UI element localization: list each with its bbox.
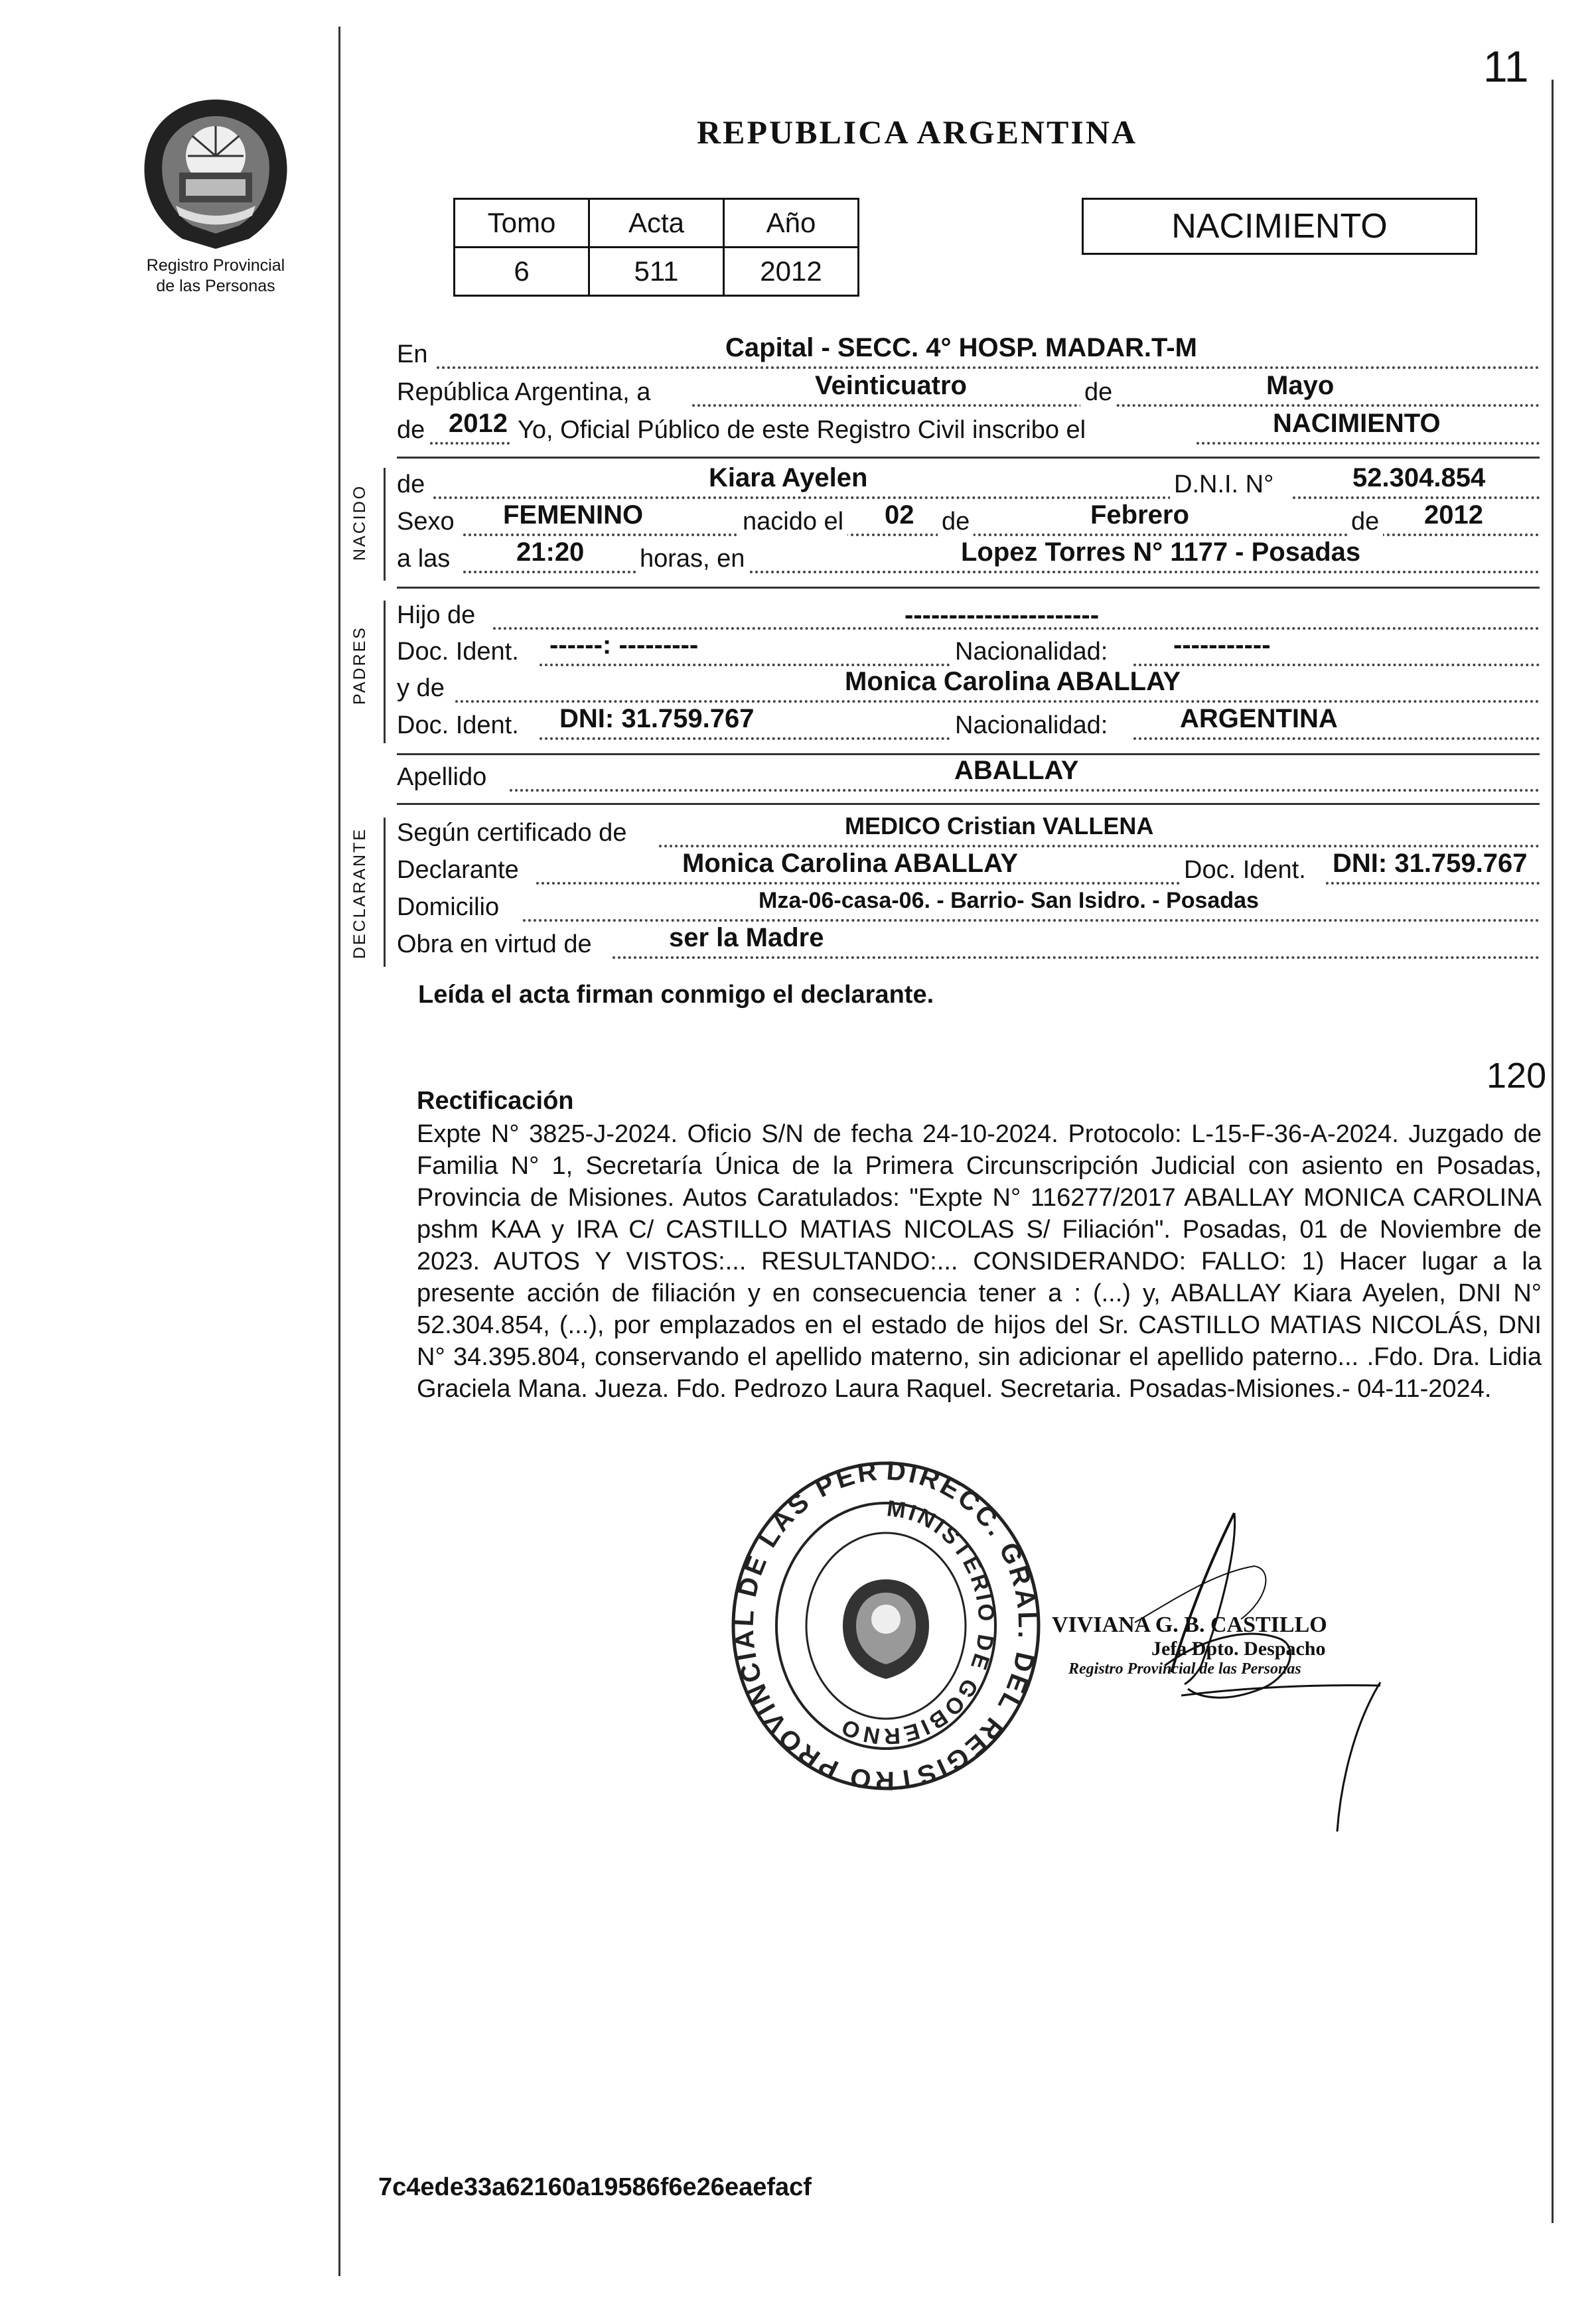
signer-name: VIVIANA G. B. CASTILLO (1052, 1613, 1327, 1637)
en-value: Capital - SECC. 4° HOSP. MADAR.T-M (725, 333, 1197, 362)
tomo-acta-table (453, 198, 859, 297)
de-label: de (397, 416, 425, 444)
sexo-label: Sexo (397, 508, 455, 536)
table-value-acta: 511 (589, 248, 724, 296)
section-divider (397, 587, 1540, 589)
row-madre-doc (397, 704, 1540, 749)
declarante-section-label: DECLARANTE (350, 827, 369, 959)
closing-statement: Leída el acta firman conmigo el declarante. (418, 981, 934, 1009)
left-margin-line (338, 27, 340, 2276)
province-logo (136, 93, 295, 252)
rectification-text: Expte N° 3825-J-2024. Oficio S/N de fecha 24-10-2024. Protocolo: L-15-F-36-A-2024. Juzgado de Familia N° 1, Secretaría Única de la Primera Circunscripción Judicial con asiento en Posadas, Provincia de Misiones. Autos Caratulados: "Expte N° 116277/2017 ABALLAY MONICA CAROLINA pshm KAA y IRA C/ CASTILLO MATIAS NICOLAS S/ Filiación". Posadas, 01 de Noviembre de 2023. AUTOS Y VISTOS:... RESULTANDO:... CONSIDERANDO: FALLO: 1) Hacer lugar a la presente acción de filiación y en consecuencia tener a : (...) y, ABALLAY Kiara Ayelen, DNI N° 52.304.854, (...), por emplazados en el estado de hijos del Sr. CASTILLO MATIAS NICOLÁS, DNI N° 34.395.804, conservando el apellido materno, sin adicionar el apellido paterno... .Fdo. Dra. Lidia Graciela Mana. Jueza. Fdo. Pedrozo Laura Raquel. Secretaria. Posadas-Misiones.- 04-11-2024. (417, 1120, 1542, 1403)
de-label: de (938, 502, 974, 541)
doc-ident-label: Doc. Ident. (1180, 850, 1310, 890)
row-apellido (397, 756, 1540, 801)
padres-section-label: PADRES (350, 626, 369, 705)
anio-value: 2012 (449, 409, 508, 438)
republica-label: República Argentina, a (397, 378, 651, 406)
signer-org: Registro Provincial de las Personas (1068, 1660, 1301, 1678)
certificado-value: MEDICO Cristian VALLENA (845, 812, 1154, 839)
padre-nac-value: ----------- (1173, 630, 1271, 660)
row-obra (397, 923, 1540, 968)
nac-dia-value: 02 (885, 500, 914, 530)
right-margin-line (1552, 80, 1554, 2223)
madre-nac-value: ARGENTINA (1180, 704, 1338, 733)
domicilio-label: Domicilio (397, 893, 500, 921)
nacionalidad-label: Nacionalidad: (951, 632, 1112, 672)
handwritten-signature (1035, 1506, 1407, 1838)
segun-label: Según certificado de (397, 819, 627, 847)
dni-label: D.N.I. N° (1170, 465, 1277, 504)
document-hash: 7c4ede33a62160a19586f6e26eaefacf (378, 2173, 812, 2201)
inscribo-text: Yo, Oficial Público de este Registro Civil inscribo el (518, 416, 1086, 444)
page-number: 11 (1483, 42, 1529, 91)
table-header-tomo: Tomo (455, 199, 589, 248)
rectification-number: 120 (1487, 1056, 1547, 1096)
table-header-anio: Año (724, 199, 859, 248)
padre-value: ---------------------- (905, 601, 1100, 630)
nac-anio-value: 2012 (1424, 500, 1483, 530)
section-divider (397, 803, 1540, 805)
madre-doc-value: DNI: 31.759.767 (559, 704, 755, 733)
mes-value: Mayo (1266, 371, 1335, 400)
de-label: de (397, 470, 425, 498)
nacido-el-label: nacido el (739, 502, 847, 541)
padres-bracket (384, 601, 386, 743)
nacido-bracket (384, 468, 386, 581)
obra-value: ser la Madre (669, 923, 824, 952)
signer-role: Jefa Dpto. Despacho (1151, 1638, 1326, 1660)
table-value-anio: 2012 (724, 248, 859, 296)
declarante-doc-value: DNI: 31.759.767 (1333, 849, 1528, 878)
declarante-value: Monica Carolina ABALLAY (682, 849, 1018, 878)
declarante-bracket (384, 818, 386, 967)
de-label: de (1347, 502, 1383, 541)
y-de-label: y de (397, 674, 445, 702)
seal-outer-text: DIRECC. GRAL. DEL REGISTRO PROVINCIAL DE LAS PER (729, 1456, 1043, 1796)
record-type-box: NACIMIENTO (1082, 198, 1477, 255)
row-anio (397, 409, 1540, 454)
nacido-section-label: NACIDO (350, 484, 369, 561)
sexo-value: FEMENINO (503, 500, 644, 530)
nac-mes-value: Febrero (1090, 500, 1189, 530)
row-hora (397, 538, 1540, 583)
doc-ident-label: Doc. Ident. (397, 711, 519, 739)
nombre-value: Kiara Ayelen (709, 463, 868, 492)
seal-inner-text: MINISTERIO DE GOBIERNO (835, 1496, 999, 1749)
domicilio-value: Mza-06-casa-06. - Barrio- San Isidro. - Posadas (759, 888, 1259, 913)
logo-caption: Registro Provincial de las Personas (146, 256, 285, 295)
madre-value: Monica Carolina ABALLAY (845, 667, 1181, 696)
dni-value: 52.304.854 (1352, 463, 1486, 492)
doc-ident-label: Doc. Ident. (397, 638, 519, 666)
obra-label: Obra en virtud de (397, 930, 592, 958)
apellido-value: ABALLAY (954, 756, 1079, 785)
en-label: En (397, 340, 428, 368)
table-header-acta: Acta (589, 199, 724, 248)
de-label: de (1080, 372, 1116, 412)
dia-value: Veinticuatro (815, 371, 967, 400)
apellido-label: Apellido (397, 763, 487, 791)
declarante-label: Declarante (397, 856, 519, 884)
hijo-de-label: Hijo de (397, 601, 476, 629)
hora-value: 21:20 (516, 538, 585, 567)
lugar-value: Lopez Torres N° 1177 - Posadas (961, 538, 1361, 567)
nacionalidad-label: Nacionalidad: (951, 705, 1112, 745)
document-title: REPUBLICA ARGENTINA (697, 113, 1138, 151)
rectification-title: Rectificación (417, 1087, 574, 1115)
a-las-label: a las (397, 545, 451, 573)
horas-en-label: horas, en (636, 539, 749, 579)
padre-doc-value: ------: --------- (549, 630, 699, 660)
official-seal (720, 1453, 1052, 1798)
inscribo-value: NACIMIENTO (1273, 409, 1441, 438)
table-value-tomo: 6 (455, 248, 589, 296)
